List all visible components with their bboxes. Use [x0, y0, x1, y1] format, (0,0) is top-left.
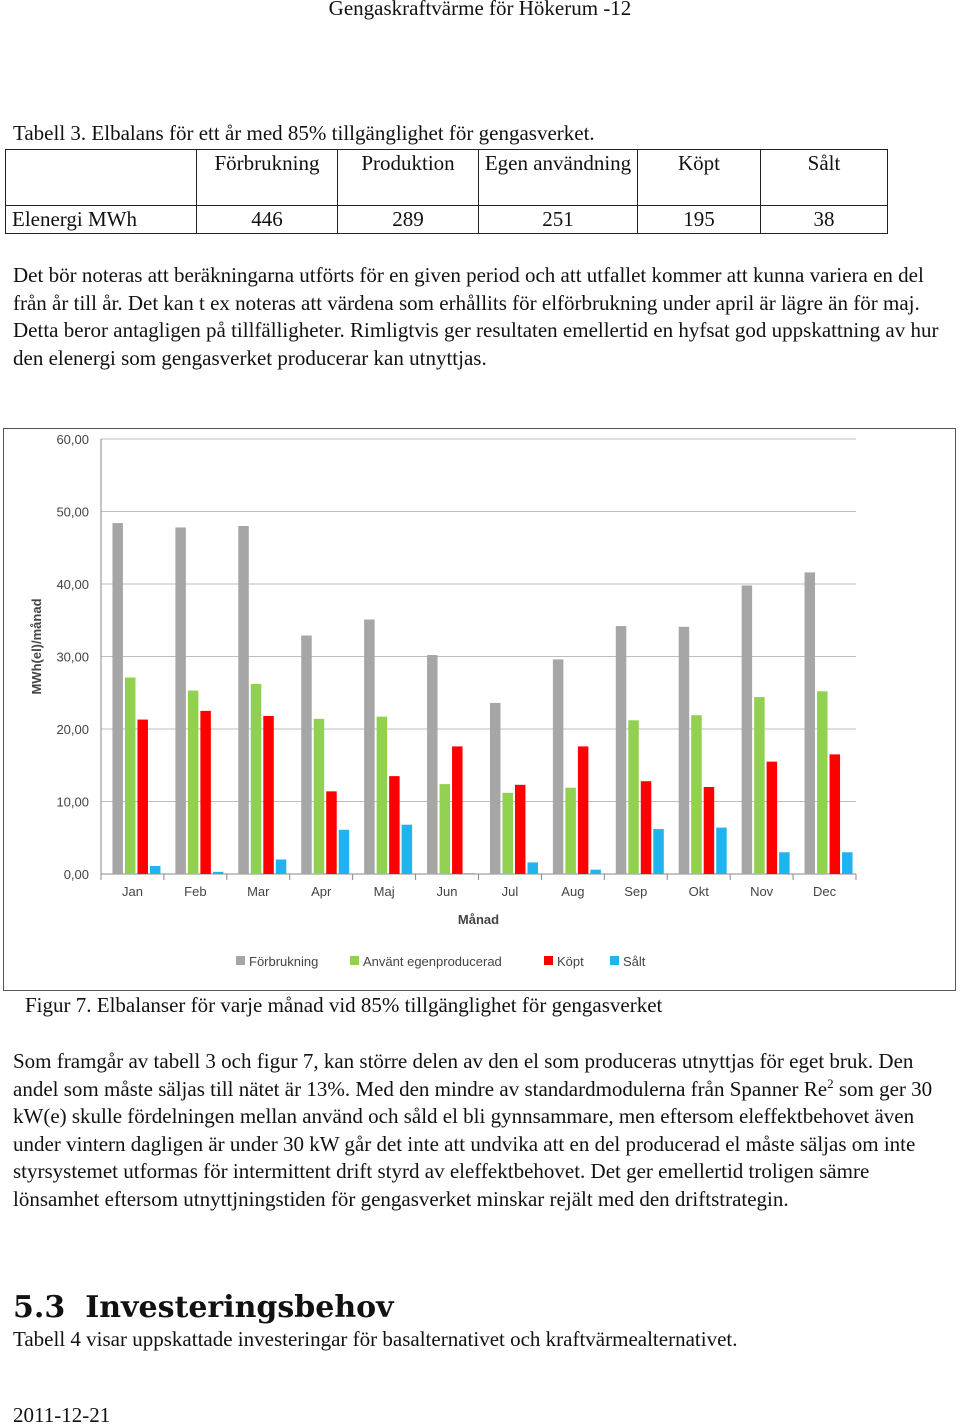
table-corner-cell: [6, 150, 197, 206]
bar-Förbrukning: [490, 703, 501, 874]
bar-Sålt: [590, 870, 601, 874]
legend-label: Förbrukning: [249, 954, 319, 969]
footer-date: 2011-12-21: [13, 1403, 111, 1427]
table-header-row: [6, 150, 888, 206]
table-row: [6, 206, 888, 234]
x-tick-label: Dec: [812, 884, 837, 899]
x-tick-label: Nov: [750, 884, 774, 899]
bar-Använt egenproducerad: [565, 788, 576, 874]
legend-label: Köpt: [557, 954, 584, 969]
column-header: Förbrukning: [197, 150, 338, 206]
x-tick-label: Maj: [373, 884, 395, 899]
column-header: Produktion: [338, 150, 479, 206]
bar-Köpt: [263, 716, 274, 874]
bar-Köpt: [830, 754, 841, 874]
y-tick-label: 50,00: [56, 504, 89, 520]
bar-Sålt: [716, 828, 727, 874]
bar-Sålt: [213, 872, 224, 874]
column-header: Sålt: [761, 150, 888, 206]
chart-frame: [3, 428, 956, 991]
bar-Sålt: [402, 825, 413, 874]
bar-Köpt: [137, 720, 148, 874]
figure-caption: Figur 7. Elbalanser för varje månad vid 85% tillgänglighet för gengasverket: [25, 993, 663, 1017]
bar-Sålt: [339, 830, 350, 874]
x-tick-label: Sep: [624, 884, 648, 899]
x-tick-label: Mar: [247, 884, 270, 899]
bar-Använt egenproducerad: [628, 720, 639, 874]
bar-Köpt: [704, 787, 715, 874]
bar-Använt egenproducerad: [125, 678, 136, 874]
bar-Förbrukning: [238, 526, 249, 874]
bar-Använt egenproducerad: [440, 784, 451, 874]
page-header: Gengaskraftvärme för Hökerum -12: [328, 0, 632, 20]
bar-Använt egenproducerad: [502, 793, 513, 874]
legend-swatch: [350, 956, 359, 965]
x-tick-label: Jan: [121, 884, 143, 899]
table-cell: 251: [479, 206, 638, 234]
bar-Köpt: [515, 785, 526, 874]
bar-Förbrukning: [742, 585, 753, 874]
column-header: Köpt: [638, 150, 761, 206]
legend-swatch: [236, 956, 245, 965]
legend-swatch: [610, 956, 619, 965]
bar-Köpt: [578, 746, 589, 874]
bar-Sålt: [150, 866, 161, 874]
bar-Sålt: [842, 852, 853, 874]
paragraph-2-text-b: som ger 30 kW(e) skulle fördelningen mellan använd och såld el bli gynnsammare, men eftersom eleffektbehovet även under vintern dagligen är under 30 kW går det inte att undvika att en del producerad el måste säljas om inte styrsystemet utformas för intermittent drift styrd av eleffektbehovet. Det ger emellertid troligen sämre lönsamhet eftersom utnyttjningstiden för gengasverket minskar rejält med den driftstrategin.: [13, 1076, 933, 1211]
bar-Förbrukning: [175, 527, 186, 874]
table-cell: 38: [761, 206, 888, 234]
bar-Använt egenproducerad: [817, 691, 828, 874]
elbalans-bar-chart: [4, 429, 954, 989]
bar-Förbrukning: [112, 523, 123, 874]
bar-Sålt: [465, 873, 476, 874]
y-tick-label: 10,00: [56, 794, 89, 810]
bar-Köpt: [200, 711, 211, 874]
legend-label: Använt egenproducerad: [363, 954, 502, 969]
bar-Förbrukning: [301, 635, 312, 874]
section-title: Investeringsbehov: [85, 1290, 394, 1325]
bar-Köpt: [326, 791, 337, 874]
bar-Använt egenproducerad: [691, 715, 702, 874]
table-caption: Tabell 3. Elbalans för ett år med 85% tillgänglighet för gengasverket.: [13, 121, 595, 145]
column-header: Egen användning: [479, 150, 638, 206]
table-cell: 289: [338, 206, 479, 234]
paragraph-1: Det bör noteras att beräkningarna utförts för en given period och att utfallet kommer att kunna variera en del från år till år. Det kan t ex noteras att värdena som erhållits för elförbrukning under april är lägre än för maj. Detta beror antagligen på tillfälligheter. Rimligtvis ger resultaten emellertid en hyfsat god uppskattning av hur den elenergi som gengasverket producerar kan utnyttjas.: [13, 263, 939, 370]
y-tick-label: 20,00: [56, 722, 89, 737]
bar-Sålt: [779, 852, 790, 874]
bar-Sålt: [653, 829, 664, 874]
section-number: 5.3: [13, 1290, 66, 1325]
bar-Köpt: [389, 776, 400, 874]
bar-Köpt: [641, 781, 652, 874]
bar-Förbrukning: [427, 655, 438, 874]
y-tick-label: 40,00: [56, 577, 89, 592]
y-tick-label: 0,00: [63, 867, 89, 882]
x-tick-label: Apr: [311, 884, 332, 899]
bar-Använt egenproducerad: [188, 691, 199, 874]
x-axis-title: Månad: [457, 912, 500, 927]
table-cell: 195: [638, 206, 761, 234]
bar-Sålt: [527, 862, 538, 874]
section-heading: [13, 1290, 394, 1325]
elbalans-table: [5, 149, 888, 234]
bar-Använt egenproducerad: [754, 697, 765, 874]
bar-Förbrukning: [805, 572, 816, 874]
bar-Köpt: [452, 746, 463, 874]
table-cell: 446: [197, 206, 338, 234]
bar-Förbrukning: [553, 659, 564, 874]
x-tick-label: Jun: [436, 884, 458, 899]
y-tick-label: 60,00: [56, 432, 89, 447]
paragraph-3: Tabell 4 visar uppskattade investeringar för basalternativet och kraftvärmealternativet.: [13, 1327, 738, 1351]
bar-Använt egenproducerad: [314, 719, 325, 874]
x-tick-label: Okt: [688, 884, 709, 899]
legend-label: Sålt: [623, 954, 646, 969]
bar-Köpt: [767, 762, 778, 874]
y-axis-title: MWh(el)/månad: [29, 598, 44, 695]
bar-Förbrukning: [679, 627, 690, 874]
bar-Sålt: [276, 860, 287, 875]
bar-Använt egenproducerad: [377, 717, 388, 874]
paragraph-2: [13, 1048, 948, 1213]
bar-Använt egenproducerad: [251, 684, 262, 874]
row-label: Elenergi MWh: [6, 206, 197, 234]
x-tick-label: Jul: [501, 884, 519, 899]
x-tick-label: Feb: [184, 884, 207, 899]
x-tick-label: Aug: [561, 884, 585, 899]
bar-Förbrukning: [616, 626, 627, 874]
legend-swatch: [544, 956, 553, 965]
superscript: 2: [827, 1075, 834, 1091]
y-tick-label: 30,00: [56, 649, 89, 665]
paragraph-2-text-a: Som framgår av tabell 3 och figur 7, kan större delen av den el som produceras utnyttjas för eget bruk. Den andel som måste säljas till nätet är 13%. Med den mindre av standardmodulerna från Spanner Re: [13, 1049, 914, 1101]
bar-Förbrukning: [364, 620, 375, 874]
